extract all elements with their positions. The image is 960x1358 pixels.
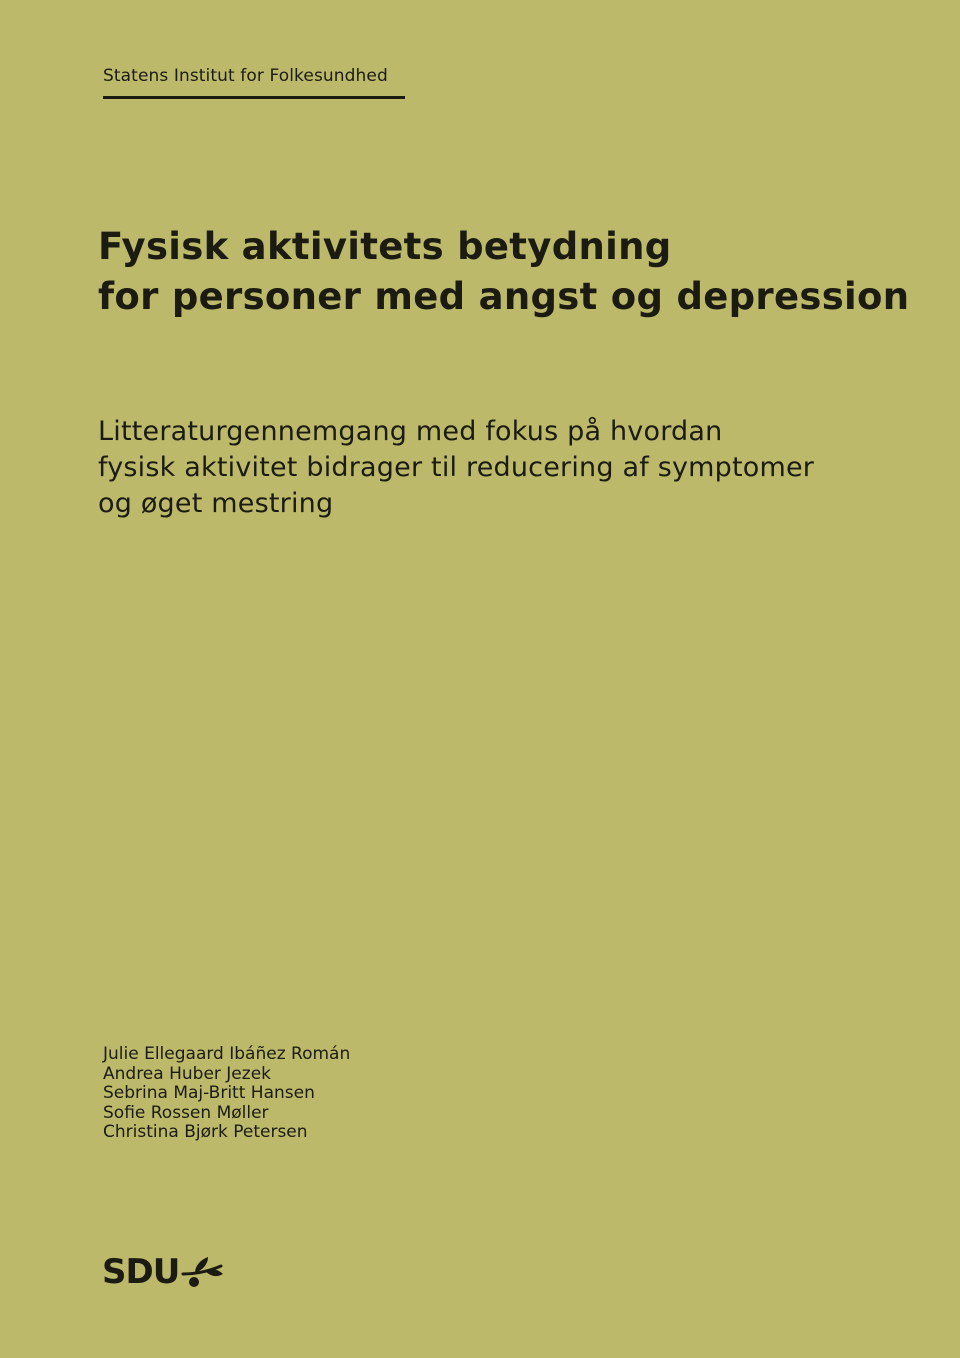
- author-name: Julie Ellegaard Ibáñez Román: [103, 1044, 351, 1064]
- report-subtitle-line-3: og øget mestring: [98, 488, 334, 519]
- sdu-logo-text: SDU: [102, 1252, 180, 1292]
- report-title-line-1: Fysisk aktivitets betydning: [98, 225, 672, 268]
- sdu-logo: [102, 1252, 225, 1292]
- author-name: Sebrina Maj-Britt Hansen: [103, 1083, 315, 1103]
- sdu-branch-icon: [181, 1252, 225, 1292]
- author-name: Christina Bjørk Petersen: [103, 1122, 308, 1142]
- author-name: Sofie Rossen Møller: [103, 1102, 269, 1123]
- author-name: Andrea Huber Jezek: [103, 1063, 271, 1084]
- report-subtitle-line-1: Litteraturgennemgang med fokus på hvordan: [98, 416, 723, 447]
- institute-name: Statens Institut for Folkesundhed: [103, 66, 405, 99]
- report-title: [98, 222, 918, 322]
- report-subtitle-line-2: fysisk aktivitet bidrager til reducering af symptomer: [98, 452, 815, 483]
- author-list: [103, 1045, 350, 1143]
- report-title-line-2: for personer med angst og depression: [98, 275, 910, 318]
- report-subtitle: [98, 414, 918, 522]
